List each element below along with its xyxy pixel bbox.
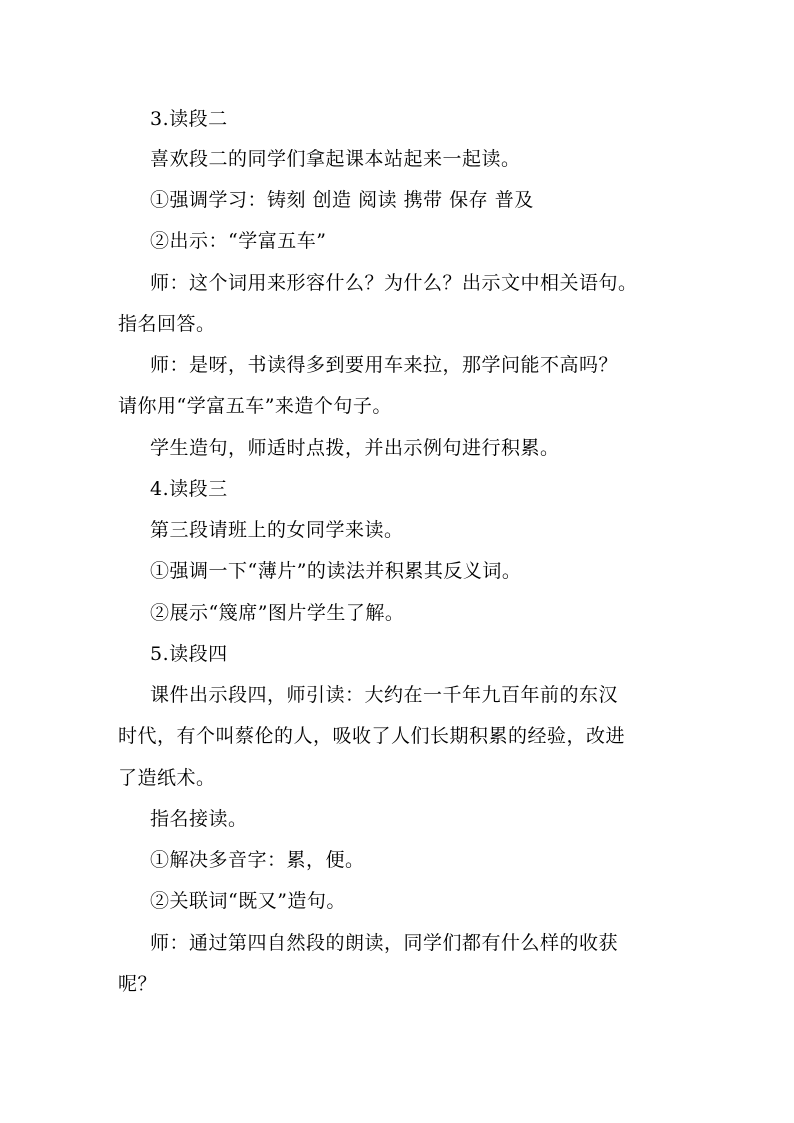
- paragraph-line: ②关联词“既又”造句。: [150, 890, 346, 912]
- paragraph-line: 时代，有个叫蔡伦的人，吸收了人们长期积累的经验，改进: [118, 725, 626, 747]
- paragraph-line: 指名接读。: [150, 808, 248, 830]
- paragraph-line: ①强调一下“薄片”的读法并积累其反义词。: [150, 560, 522, 582]
- paragraph-line: 喜欢段二的同学们拿起课本站起来一起读。: [150, 148, 521, 170]
- paragraph-line: ②展示“篾席”图片学生了解。: [150, 602, 405, 624]
- paragraph-line: ①解决多音字：累，便。: [150, 849, 365, 871]
- paragraph-line: 了造纸术。: [118, 767, 216, 789]
- paragraph-line: 学生造句，师适时点拨，并出示例句进行积累。: [150, 437, 560, 459]
- paragraph-line: 师：是呀，书读得多到要用车来拉，那学问能不高吗？: [150, 354, 619, 376]
- paragraph-line: 师：通过第四自然段的朗读，同学们都有什么样的收获: [150, 932, 619, 954]
- paragraph-line: 呢？: [118, 973, 158, 995]
- paragraph-line: 第三段请班上的女同学来读。: [150, 519, 404, 541]
- paragraph-line: 课件出示段四，师引读：大约在一千年九百年前的东汉: [150, 684, 619, 706]
- paragraph-line: 师：这个词用来形容什么？为什么？出示文中相关语句。: [150, 272, 638, 294]
- heading-read-paragraph-3: 4.读段三: [150, 478, 228, 500]
- heading-read-paragraph-4: 5.读段四: [150, 643, 228, 665]
- paragraph-line: 请你用“学富五车”来造个句子。: [118, 395, 392, 417]
- paragraph-line: ②出示：“学富五车”: [150, 230, 327, 252]
- heading-read-paragraph-2: 3.读段二: [150, 108, 228, 130]
- paragraph-line: ①强调学习：铸刻 创造 阅读 携带 保存 普及: [150, 189, 534, 211]
- paragraph-line: 指名回答。: [118, 313, 216, 335]
